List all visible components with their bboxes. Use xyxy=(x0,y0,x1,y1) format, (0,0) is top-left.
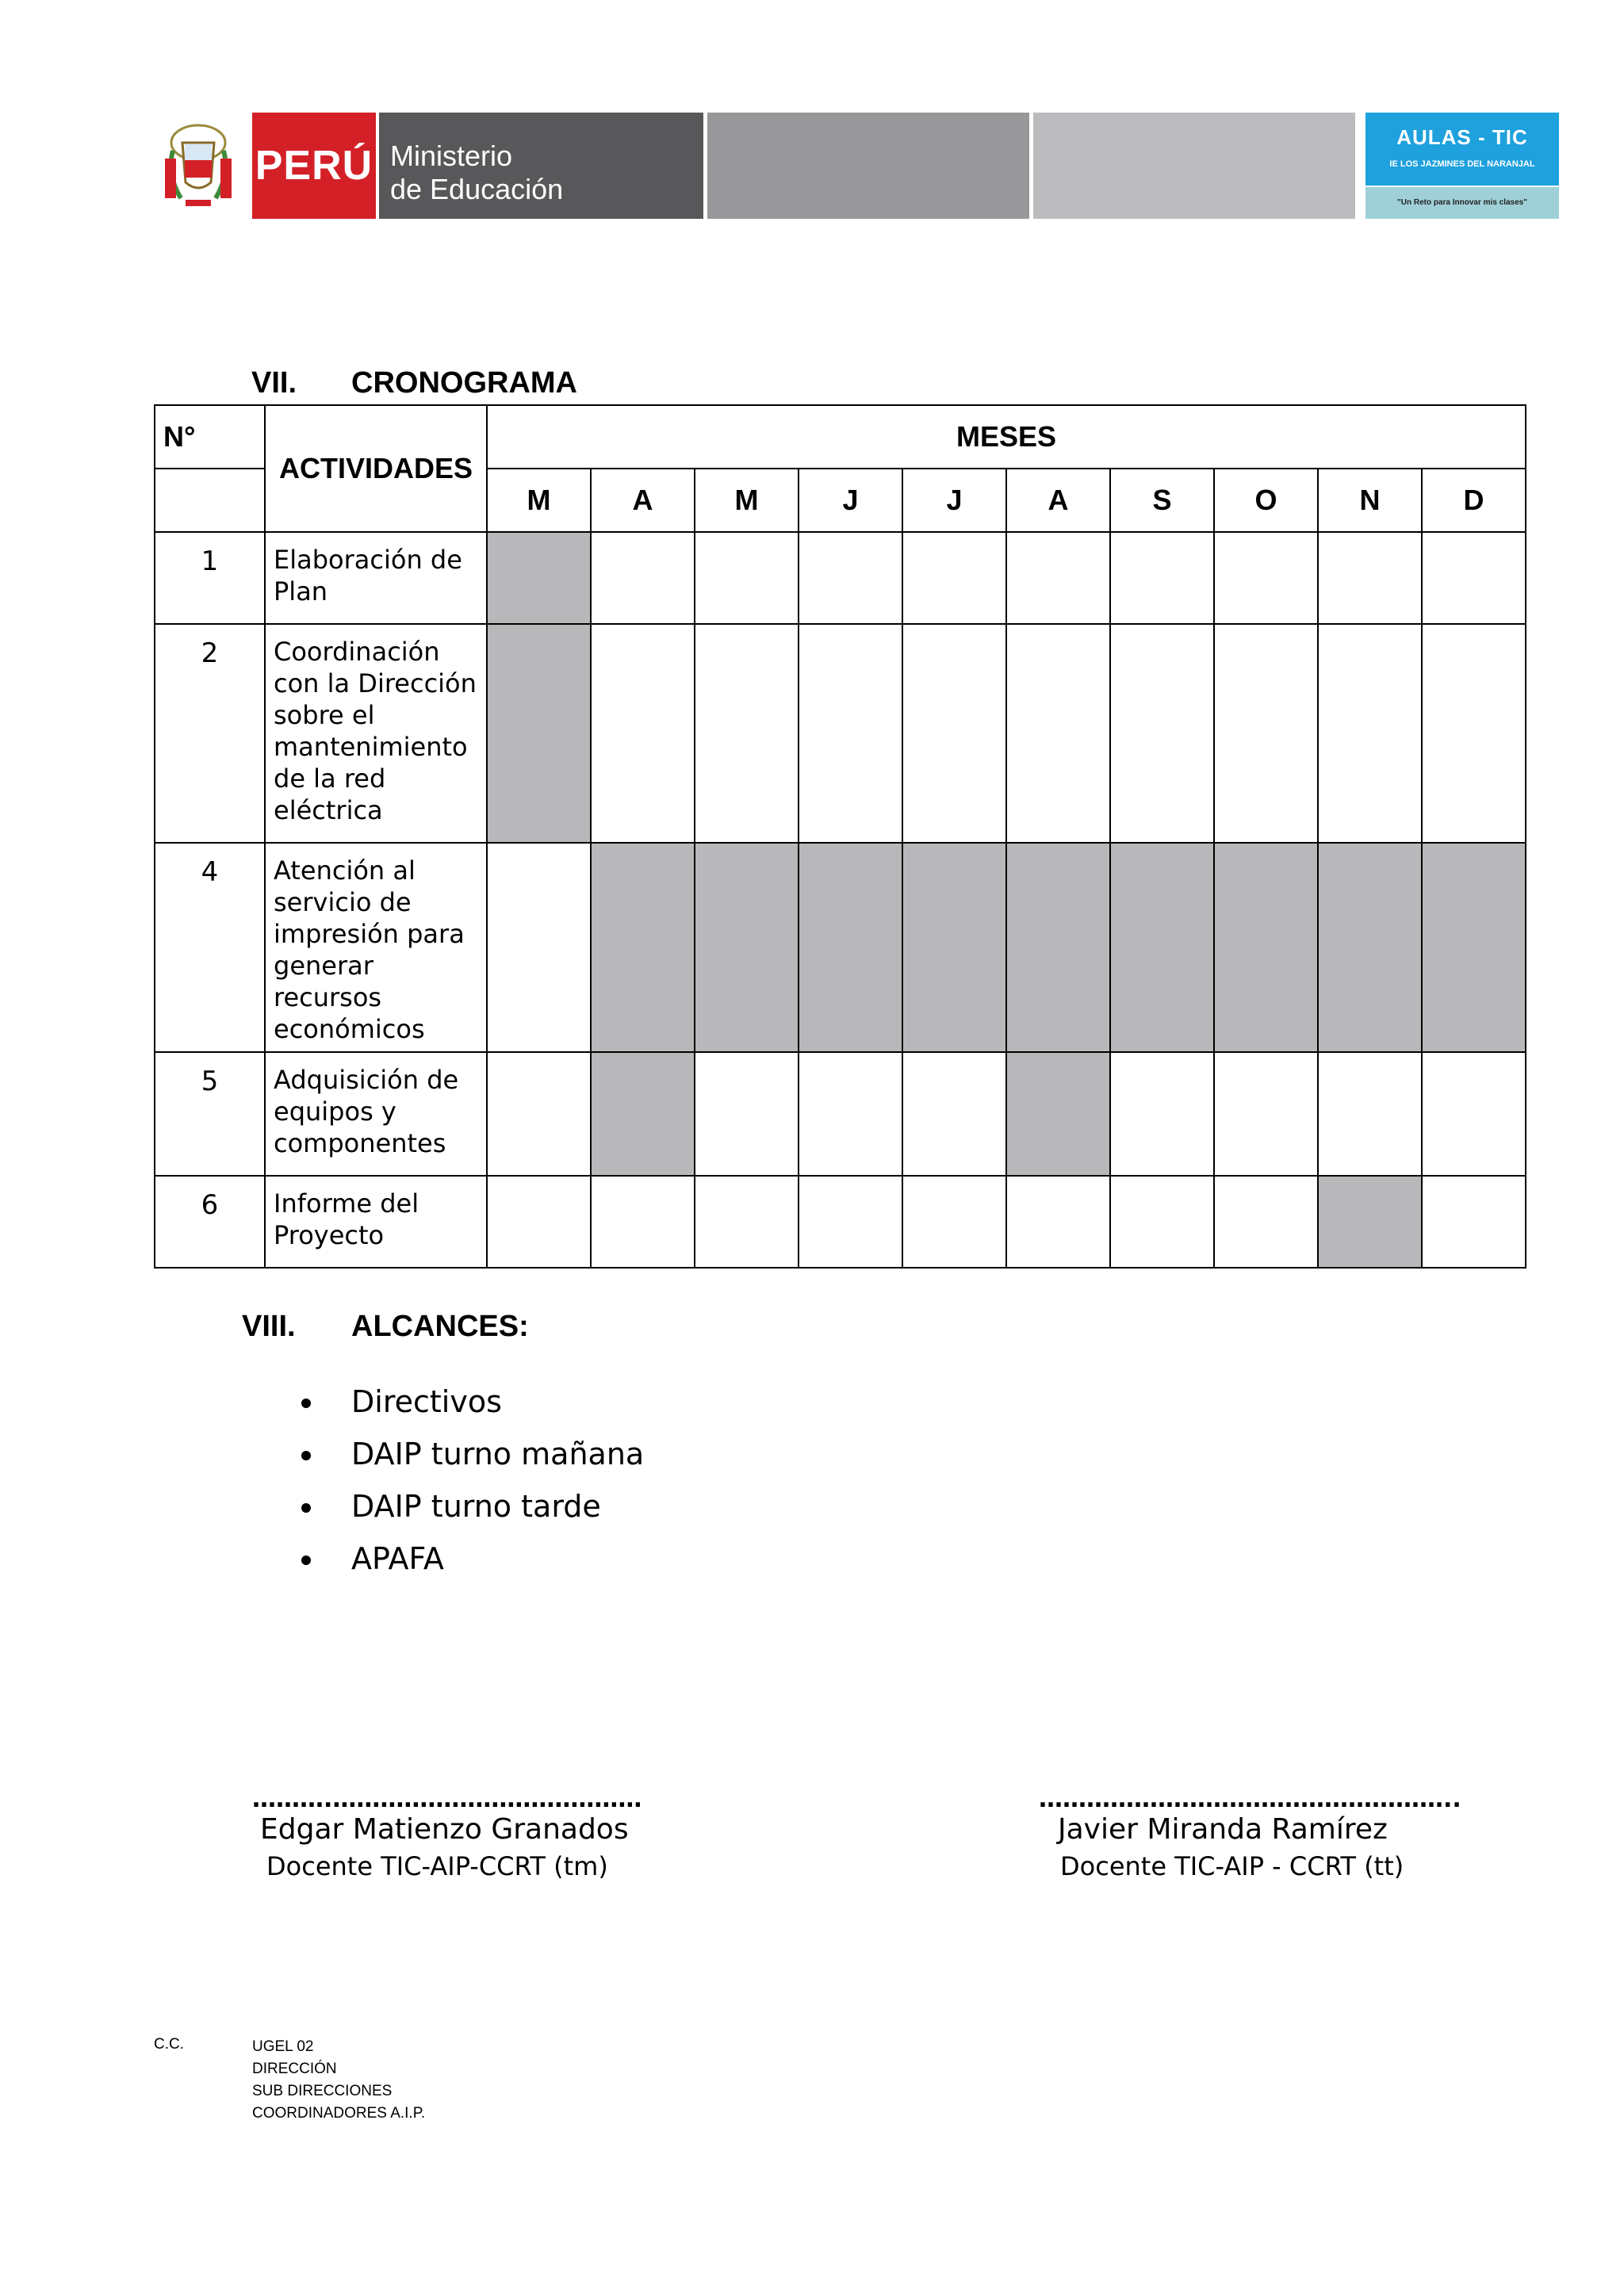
schedule-cell xyxy=(1318,624,1422,843)
activity-name: Adquisición de equipos y componentes xyxy=(265,1052,487,1176)
col-header-months: MESES xyxy=(487,405,1526,469)
national-seal-icon xyxy=(159,111,238,222)
schedule-cell xyxy=(695,532,799,624)
schedule-cell xyxy=(1214,532,1318,624)
schedule-cell xyxy=(799,624,902,843)
header-gray-bar xyxy=(707,113,1029,219)
signer-role: Docente TIC-AIP-CCRT (tm) xyxy=(266,1851,608,1881)
ministry-brand-block xyxy=(379,113,703,219)
row-number: 5 xyxy=(155,1052,265,1176)
aulas-tic-slogan: "Un Reto para Innovar mis clases" xyxy=(1365,187,1559,219)
schedule-cell-active xyxy=(487,532,591,624)
aulas-tic-title: AULAS - TIC xyxy=(1396,125,1528,149)
scope-item-label: APAFA xyxy=(351,1541,444,1576)
section-7-title: CRONOGRAMA xyxy=(351,366,577,400)
schedule-cell-active xyxy=(902,843,1006,1052)
peru-brand-block: PERÚ xyxy=(252,113,376,219)
ministry-line-2: de Educación xyxy=(390,173,564,205)
month-header: M xyxy=(487,469,591,532)
schedule-cell xyxy=(799,1176,902,1268)
schedule-cell xyxy=(1214,624,1318,843)
schedule-cell-active xyxy=(1422,843,1526,1052)
schedule-cell-active xyxy=(1006,843,1110,1052)
header-light-gray-bar xyxy=(1033,113,1355,219)
signature-left xyxy=(252,1785,642,1885)
month-header: S xyxy=(1110,469,1214,532)
signer-name: Edgar Matienzo Granados xyxy=(260,1813,629,1846)
aulas-tic-logo xyxy=(1365,113,1559,220)
month-header: D xyxy=(1422,469,1526,532)
schedule-cell xyxy=(1006,624,1110,843)
cc-recipients xyxy=(252,2036,425,2125)
schedule-table xyxy=(154,404,1526,1269)
table-row xyxy=(155,624,1526,843)
month-header: J xyxy=(799,469,902,532)
activity-name: Atención al servicio de impresión para generar recursos económicos xyxy=(265,843,487,1052)
schedule-cell xyxy=(487,1176,591,1268)
activity-name: Coordinación con la Dirección sobre el mantenimiento de la red eléctrica xyxy=(265,624,487,843)
schedule-cell-active xyxy=(1214,843,1318,1052)
scope-item-label: Directivos xyxy=(351,1384,502,1419)
schedule-cell xyxy=(1422,624,1526,843)
scope-list xyxy=(301,1376,644,1585)
signature-right xyxy=(1039,1785,1461,1885)
schedule-cell xyxy=(487,1052,591,1176)
bullet-icon xyxy=(301,1503,311,1513)
signer-name: Javier Miranda Ramírez xyxy=(1058,1813,1388,1846)
month-header: J xyxy=(902,469,1006,532)
signer-role: Docente TIC-AIP - CCRT (tt) xyxy=(1060,1851,1404,1881)
row-number: 6 xyxy=(155,1176,265,1268)
schedule-cell xyxy=(1422,532,1526,624)
schedule-cell xyxy=(902,1052,1006,1176)
schedule-cell xyxy=(1214,1176,1318,1268)
col-header-n: N° xyxy=(155,405,265,469)
month-header: A xyxy=(1006,469,1110,532)
schedule-cell-active xyxy=(591,843,695,1052)
schedule-cell-active xyxy=(1318,1176,1422,1268)
schedule-cell xyxy=(1318,532,1422,624)
table-row xyxy=(155,1176,1526,1268)
schedule-cell xyxy=(799,532,902,624)
list-item xyxy=(301,1376,644,1428)
list-item xyxy=(301,1533,644,1585)
schedule-cell xyxy=(799,1052,902,1176)
table-row xyxy=(155,843,1526,1052)
month-header: N xyxy=(1318,469,1422,532)
schedule-cell-active xyxy=(487,624,591,843)
bullet-icon xyxy=(301,1399,311,1408)
schedule-cell xyxy=(1110,624,1214,843)
section-7-number: VII. xyxy=(251,366,297,400)
schedule-cell xyxy=(1006,532,1110,624)
ministry-line-1: Ministerio xyxy=(390,140,513,172)
schedule-cell xyxy=(487,843,591,1052)
list-item xyxy=(301,1428,644,1480)
aulas-tic-banner xyxy=(1365,113,1559,186)
month-header: M xyxy=(695,469,799,532)
schedule-cell-active xyxy=(1006,1052,1110,1176)
schedule-cell xyxy=(591,1176,695,1268)
cc-recipient: COORDINADORES A.I.P. xyxy=(252,2105,426,2122)
schedule-cell xyxy=(1422,1176,1526,1268)
section-7-heading xyxy=(251,366,648,406)
row-number: 4 xyxy=(155,843,265,1052)
cc-recipient: SUB DIRECCIONES xyxy=(252,2083,393,2099)
schedule-cell xyxy=(695,1052,799,1176)
document-header xyxy=(159,111,1559,222)
schedule-cell xyxy=(1006,1176,1110,1268)
schedule-cell xyxy=(695,624,799,843)
signature-line: ……….………………………………… xyxy=(252,1785,642,1813)
bullet-icon xyxy=(301,1556,311,1565)
section-8-number: VIII. xyxy=(242,1310,296,1343)
schedule-cell-active xyxy=(695,843,799,1052)
col-header-n-empty xyxy=(155,469,265,532)
section-8-heading xyxy=(242,1310,638,1349)
scope-item-label: DAIP turno tarde xyxy=(351,1489,601,1524)
schedule-cell xyxy=(591,532,695,624)
activity-name: Elaboración de Plan xyxy=(265,532,487,624)
activity-name: Informe del Proyecto xyxy=(265,1176,487,1268)
table-header-row xyxy=(155,405,1526,469)
table-row xyxy=(155,532,1526,624)
schedule-cell-active xyxy=(799,843,902,1052)
month-header: A xyxy=(591,469,695,532)
schedule-cell xyxy=(695,1176,799,1268)
schedule-cell xyxy=(1110,532,1214,624)
scope-item-label: DAIP turno mañana xyxy=(351,1437,645,1471)
schedule-cell xyxy=(1318,1052,1422,1176)
schedule-cell xyxy=(902,532,1006,624)
schedule-cell xyxy=(1110,1052,1214,1176)
schedule-cell xyxy=(591,624,695,843)
schedule-cell xyxy=(1214,1052,1318,1176)
table-row xyxy=(155,1052,1526,1176)
schedule-cell xyxy=(902,624,1006,843)
signature-line: …………………………………………….. xyxy=(1039,1785,1461,1813)
schedule-cell-active xyxy=(1110,843,1214,1052)
cc-recipient: UGEL 02 xyxy=(252,2038,314,2055)
row-number: 2 xyxy=(155,624,265,843)
schedule-cell-active xyxy=(591,1052,695,1176)
cc-recipient: DIRECCIÓN xyxy=(252,2061,337,2077)
schedule-cell xyxy=(1110,1176,1214,1268)
cc-label: C.C. xyxy=(154,2036,184,2053)
schedule-cell-active xyxy=(1318,843,1422,1052)
month-header: O xyxy=(1214,469,1318,532)
list-item xyxy=(301,1480,644,1533)
row-number: 1 xyxy=(155,532,265,624)
aulas-tic-subtitle: IE LOS JAZMINES DEL NARANJAL xyxy=(1389,159,1535,169)
bullet-icon xyxy=(301,1451,311,1460)
schedule-cell xyxy=(1422,1052,1526,1176)
col-header-activities: ACTIVIDADES xyxy=(265,405,487,532)
schedule-cell xyxy=(902,1176,1006,1268)
section-8-title: ALCANCES: xyxy=(351,1310,529,1343)
